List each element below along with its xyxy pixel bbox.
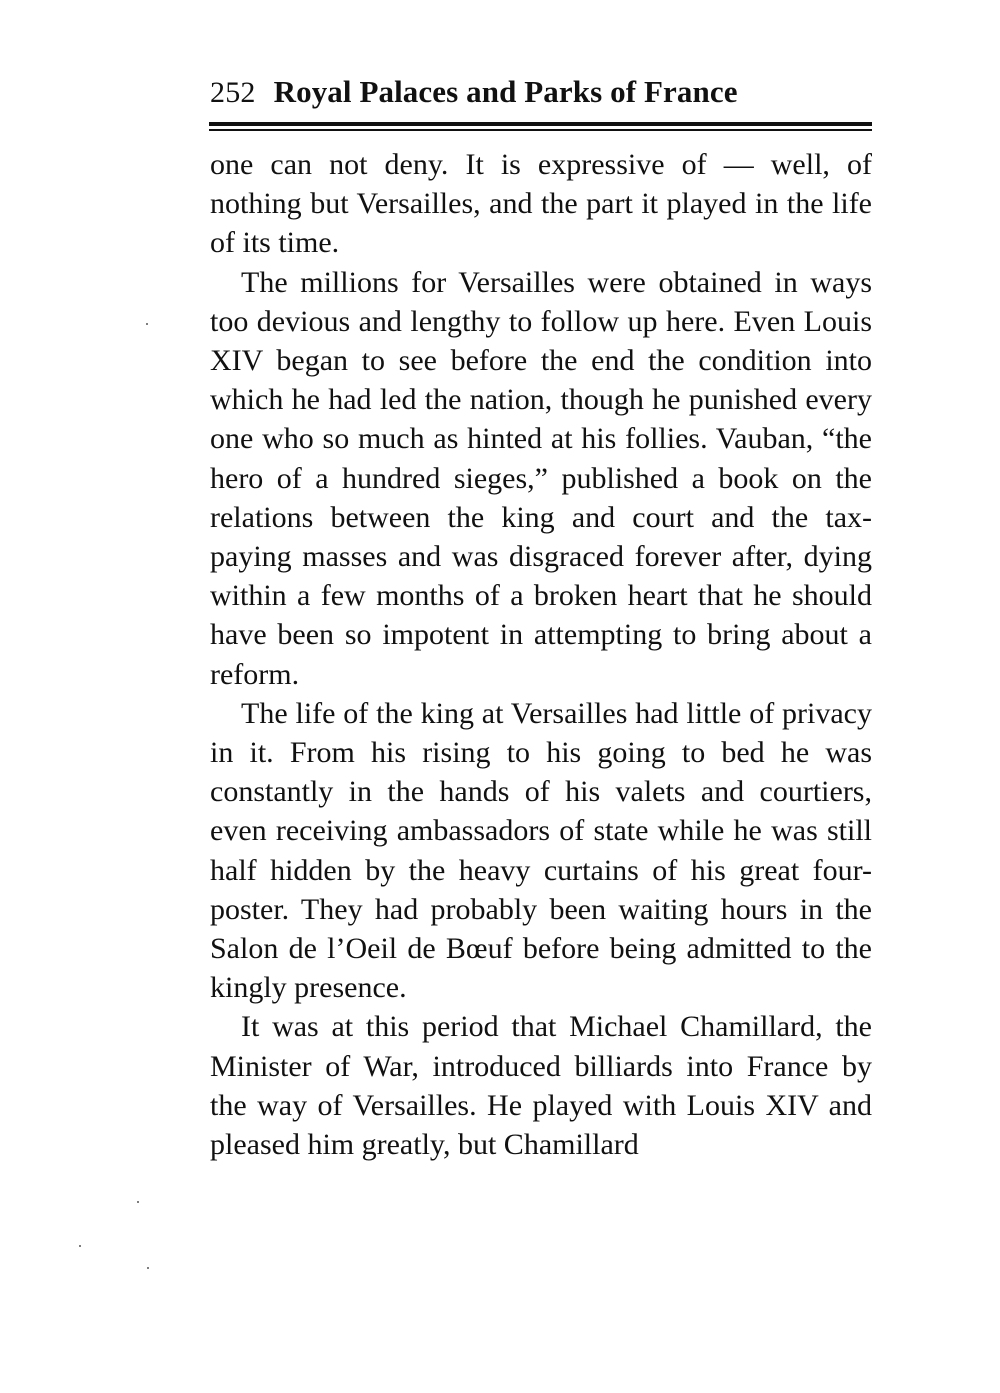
book-title: Royal Palaces and Parks of France — [273, 74, 738, 109]
scan-speck — [79, 1245, 81, 1247]
paragraph: The millions for Versailles were obtained in ways too devious and lengthy to follow up here. Even Louis XIV began to see before the end the condition into which he had led the nation, though he punished every one who so much as hinted at his follies. Vauban, “the hero of a hundred sieges,” published a book on the relations between the king and court and the tax-paying masses and was disgraced forever after, dying within a few months of a broken heart that he should have been so impotent in attempting to bring about a reform. — [210, 265, 872, 691]
scan-speck — [137, 1201, 139, 1203]
paragraph-continued: one can not deny. It is expressive of — well, of nothing but Versailles, and the part it played in the life of its time. — [210, 148, 872, 260]
paragraph: The life of the king at Versailles had little of privacy in it. From his rising to his going to bed he was constantly in the hands of his valets and courtiers, even receiving ambassadors of state while he was still half hidden by the heavy curtains of his great four-poster. They had probably been waiting hours in the Salon de l’Oeil de Bœuf before being admitted to the kingly presence. — [210, 696, 872, 1005]
header-rule-thick — [209, 122, 872, 126]
header-rule-thin — [209, 129, 872, 131]
page-number: 252 — [210, 76, 256, 109]
scan-speck — [147, 1267, 149, 1269]
body-text — [210, 145, 872, 1164]
running-head — [210, 74, 872, 120]
paragraph: It was at this period that Michael Chamillard, the Minister of War, introduced billiards into France by the way of Versailles. He played with Louis XIV and pleased him greatly, but Chamillard — [210, 1010, 872, 1162]
scan-speck — [146, 323, 148, 325]
